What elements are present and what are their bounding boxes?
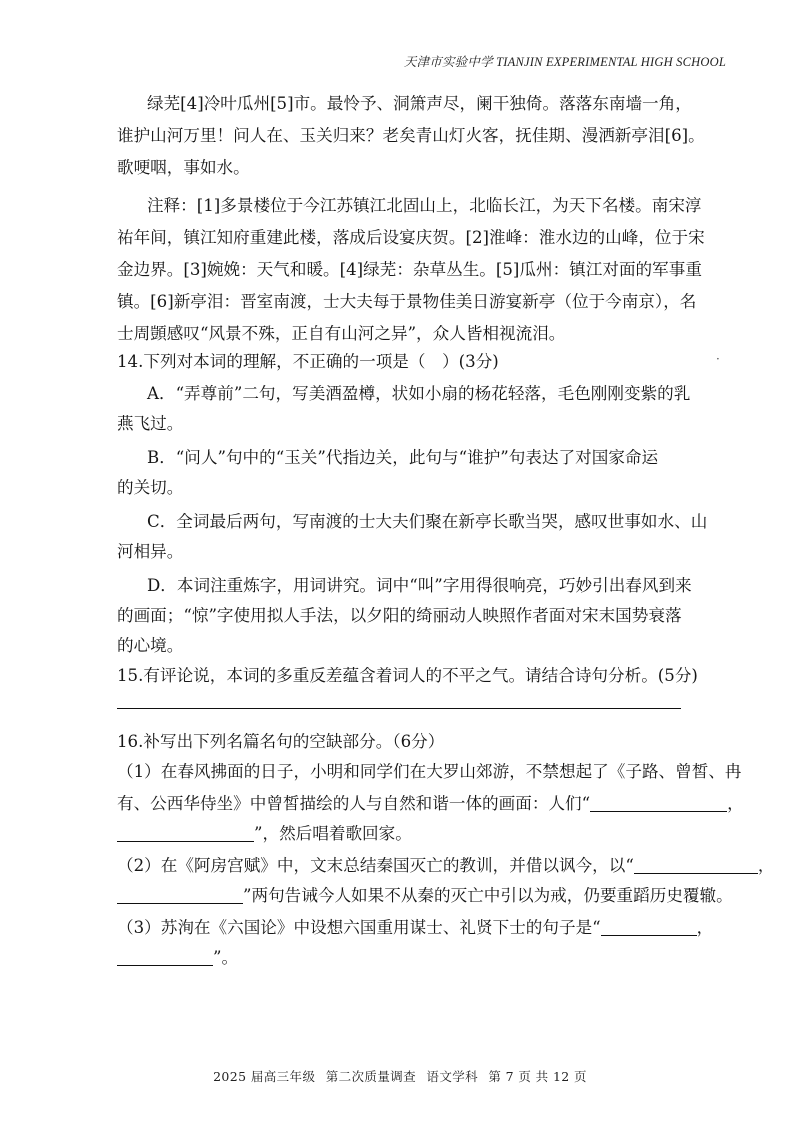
school-header xyxy=(404,52,726,70)
q16-part2-line1 xyxy=(117,856,774,876)
q14-option-c: C．全词最后两句，写南渡的士大夫们聚在新亭长歌当哭，感叹世事如水、山 xyxy=(147,512,708,531)
notes-line: 镇。[6]新亭泪：晋室南渡，士大夫每于景物佳美日游宴新亭（位于今南京），名 xyxy=(117,292,697,311)
q16-part3-text-end: ”。 xyxy=(213,948,239,967)
footer-subject: 语文学科 xyxy=(426,1069,479,1084)
q14-option-a: A．“弄尊前”二句，写美酒盈樽，状如小扇的杨花轻落，毛色刚刚变紫的乳 xyxy=(147,384,691,403)
question-16-stem: 16.补写出下列名篇名句的空缺部分。（6分） xyxy=(117,732,445,751)
school-name-en: TIANJIN EXPERIMENTAL HIGH SCHOOL xyxy=(496,55,726,69)
q16-part3-blank-1[interactable] xyxy=(601,918,697,936)
footer-exam: 第二次质量调查 xyxy=(325,1069,417,1084)
q14-option-b-cont: 的关切。 xyxy=(117,478,184,497)
notes-line: 祐年间，镇江知府重建此楼，落成后设宴庆贺。[2]淮峰：淮水边的山峰，位于宋 xyxy=(117,228,705,247)
q16-part1-blank-2[interactable] xyxy=(117,824,254,842)
q14-option-d: D．本词注重炼字，用词讲究。词中“叫”字用得很响亮，巧妙引出春风到来 xyxy=(147,576,692,595)
q16-part1-blank-1[interactable] xyxy=(590,794,727,812)
q16-part2-text: （2）在《阿房宫赋》中，文末总结秦国灭亡的教训，并借以讽今，以“ xyxy=(117,856,634,875)
q14-option-d-cont: 的画面；“惊”字使用拟人手法，以夕阳的绮丽动人映照作者面对宋末国势衰落 xyxy=(117,606,682,625)
scan-mark: · xyxy=(716,352,720,366)
q16-part2-blank-1[interactable] xyxy=(634,856,758,874)
footer-grade: 2025 届高三年级 xyxy=(213,1069,316,1084)
q16-part1-line3 xyxy=(117,824,412,844)
q16-part1-line2 xyxy=(117,794,744,814)
poem-line: 绿芜[4]冷叶瓜州[5]市。最怜予、洞箫声尽，阑干独倚。落落东南墙一角， xyxy=(147,94,692,113)
q16-part3-line1 xyxy=(117,918,713,938)
comma: ， xyxy=(757,856,775,875)
q16-part1-line1: （1）在春风拂面的日子，小明和同学们在大罗山郊游，不禁想起了《子路、曾皙、冉 xyxy=(117,762,742,781)
q16-part2-blank-2[interactable] xyxy=(117,886,243,904)
q14-option-a-cont: 燕飞过。 xyxy=(117,414,184,433)
q16-part1-text-end: ”，然后唱着歌回家。 xyxy=(254,824,412,843)
notes-line: 金边界。[3]婉娩：天气和暖。[4]绿芜：杂草丛生。[5]瓜州：镇江对面的军事重 xyxy=(117,260,702,279)
poem-line: 歌哽咽，事如水。 xyxy=(117,158,250,177)
q14-option-c-cont: 河相异。 xyxy=(117,542,184,561)
q15-answer-line[interactable] xyxy=(117,708,681,709)
notes-line: 注释：[1]多景楼位于今江苏镇江北固山上，北临长江，为天下名楼。南宋淳 xyxy=(147,196,702,215)
school-name-cn: 天津市实验中学 xyxy=(403,55,493,69)
page-footer xyxy=(0,1067,800,1085)
notes-line: 士周顗感叹“风景不殊，正自有山河之异”，众人皆相视流泪。 xyxy=(117,324,566,343)
comma: ， xyxy=(727,794,744,813)
footer-page-number: 第 7 页 共 12 页 xyxy=(488,1069,587,1084)
poem-line: 谁护山河万里！问人在、玉关归来？老矣青山灯火客，抚佳期、漫洒新亭泪[6]。 xyxy=(117,126,705,145)
q16-part2-text-end: ”两句告诫今人如果不从秦的灭亡中引以为戒，仍要重蹈历史覆辙。 xyxy=(243,886,733,905)
q16-part2-line2 xyxy=(117,886,733,906)
q16-part1-text: 有、公西华侍坐》中曾皙描绘的人与自然和谐一体的画面：人们“ xyxy=(117,794,591,813)
q14-option-b: B．“问人”句中的“玉关”代指边关，此句与“谁护”句表达了对国家命运 xyxy=(147,448,659,467)
q14-option-d-cont: 的心境。 xyxy=(117,636,184,655)
q16-part3-line2 xyxy=(117,948,238,968)
q16-part3-text: （3）苏洵在《六国论》中设想六国重用谋士、礼贤下士的句子是“ xyxy=(117,918,601,937)
question-15-stem: 15.有评论说，本词的多重反差蕴含着词人的不平之气。请结合诗句分析。(5分) xyxy=(117,666,698,685)
q16-part3-blank-2[interactable] xyxy=(117,948,213,966)
question-14-stem: 14.下列对本词的理解，不正确的一项是（ ）(3分) xyxy=(117,352,499,371)
comma: ， xyxy=(696,918,714,937)
